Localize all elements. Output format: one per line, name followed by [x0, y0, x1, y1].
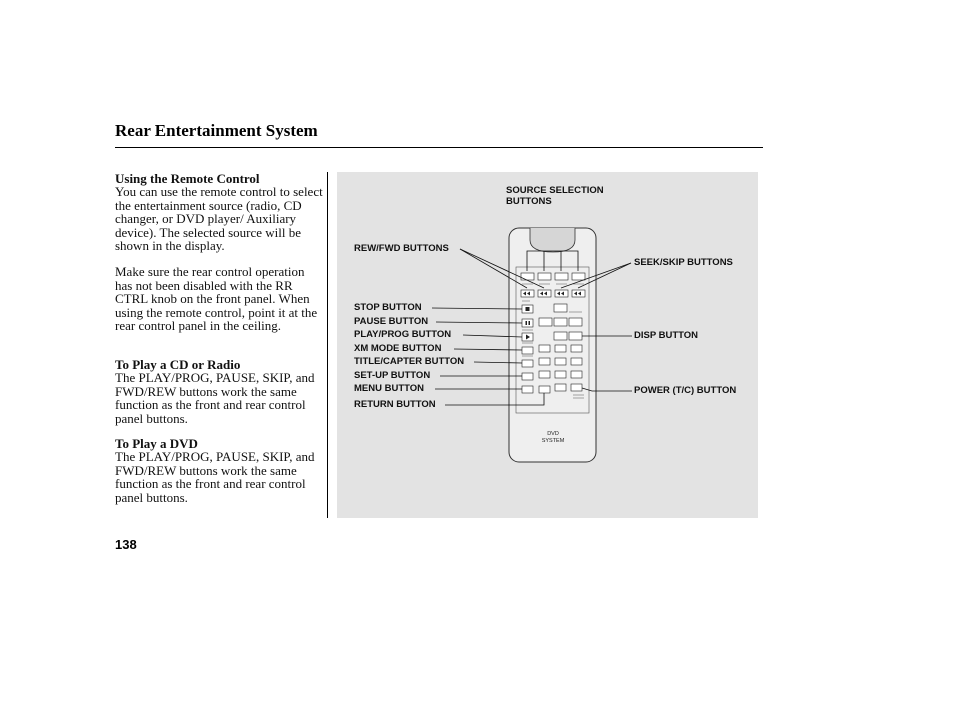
xm-mode-button-shape [522, 347, 533, 354]
return-button-shape [539, 386, 550, 393]
callout-setup: SET-UP BUTTON [354, 370, 431, 381]
remote-brand-line1: DVD [547, 431, 559, 437]
remote-body [509, 228, 596, 462]
column-divider [327, 172, 328, 518]
callout-play-prog: PLAY/PROG BUTTON [354, 329, 452, 340]
section-play-cd-radio [115, 358, 325, 438]
section-play-dvd [115, 437, 325, 517]
callout-xm-mode: XM MODE BUTTON [354, 343, 442, 354]
page-number: 138 [115, 537, 137, 552]
section-paragraph: The PLAY/PROG, PAUSE, SKIP, and FWD/REW buttons work the same function as the front and rear control panel buttons. [115, 449, 315, 505]
callout-pause: PAUSE BUTTON [354, 316, 429, 327]
remote-brand-line2: SYSTEM [541, 438, 565, 444]
callout-title-capter: TITLE/CAPTER BUTTON [354, 356, 465, 367]
section-heading: Using the Remote Control [115, 171, 260, 186]
section-heading: To Play a CD or Radio [115, 357, 241, 372]
remote-control-figure [337, 172, 758, 518]
callout-source-selection-2: BUTTONS [506, 196, 552, 207]
section-paragraph: Make sure the rear control operation has not been disabled with the RR CTRL knob on the front panel. When using the remote control, point it at the rear control panel in the ceiling. [115, 264, 318, 334]
section-using-remote [115, 172, 325, 345]
callout-rew-fwd: REW/FWD BUTTONS [354, 243, 449, 254]
callout-disp: DISP BUTTON [634, 330, 699, 341]
section-heading: To Play a DVD [115, 436, 198, 451]
callout-menu: MENU BUTTON [354, 383, 425, 394]
title-button-shape [522, 360, 533, 367]
section-paragraph: The PLAY/PROG, PAUSE, SKIP, and FWD/REW buttons work the same function as the front and rear control panel buttons. [115, 370, 315, 426]
title-divider [115, 147, 763, 148]
callout-power: POWER (T/C) BUTTON [634, 385, 737, 396]
setup-button-shape [522, 373, 533, 380]
callout-return: RETURN BUTTON [354, 399, 436, 410]
menu-button-shape [522, 386, 533, 393]
callout-source-selection-1: SOURCE SELECTION [506, 185, 604, 196]
callout-seek-skip: SEEK/SKIP BUTTONS [634, 257, 733, 268]
remote-ir-window [530, 228, 575, 252]
callout-stop: STOP BUTTON [354, 302, 422, 313]
section-paragraph: You can use the remote control to select the entertainment source (radio, CD changer, or DVD player/ Auxiliary device). The selected source will be shown in the display. [115, 184, 323, 254]
page-title: Rear Entertainment System [115, 121, 318, 140]
pause-button-shape [522, 319, 533, 327]
